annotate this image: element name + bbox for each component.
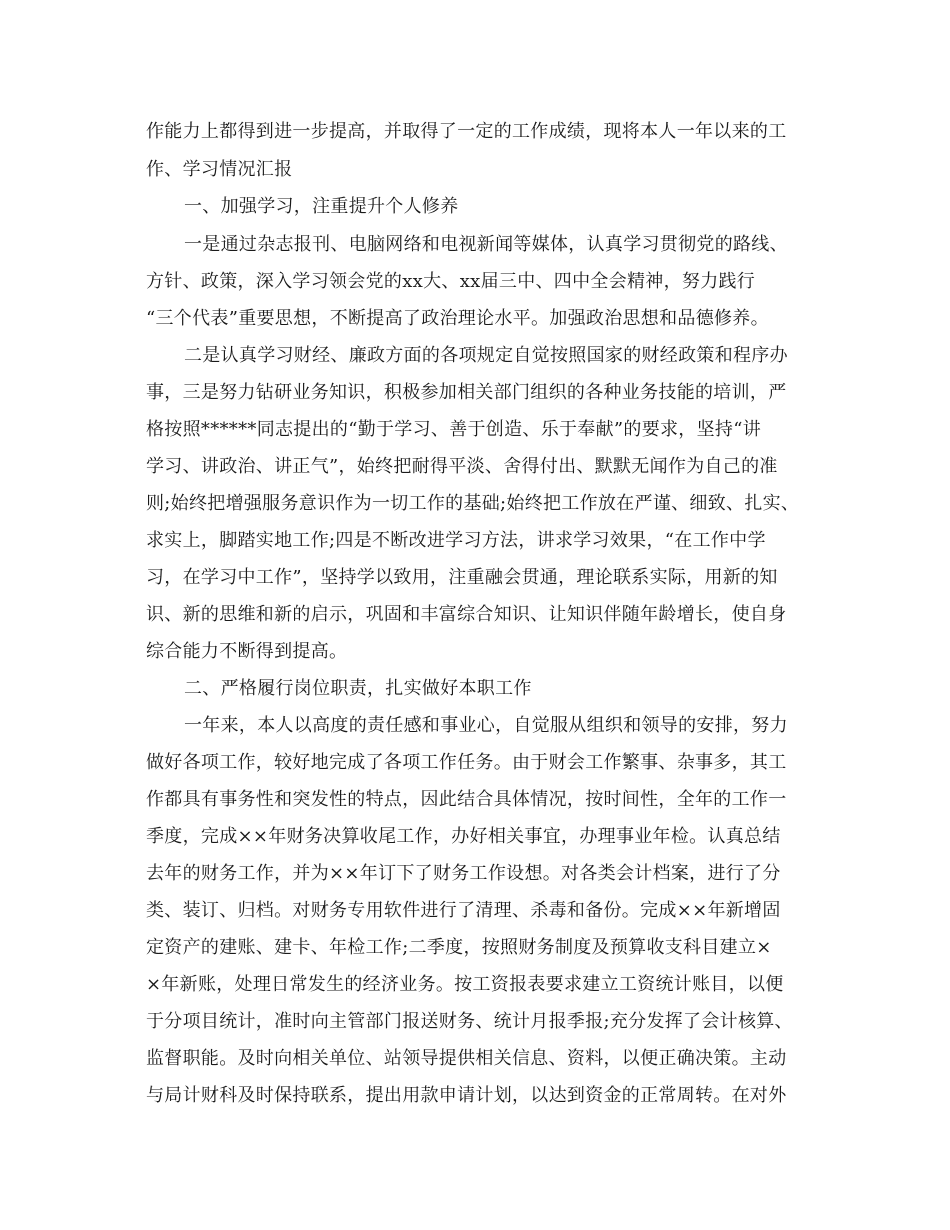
body-text-line: 一是通过杂志报刊、电脑网络和电视新闻等媒体，认真学习贯彻党的路线、 xyxy=(184,234,788,255)
body-text-line: “三个代表”重要思想，不断提高了政治理论水平。加强政治思想和品德修养。 xyxy=(146,308,769,329)
section-heading: 一、加强学习，注重提升个人修养 xyxy=(184,196,459,217)
body-text-line: 与局计财科及时保持联系，提出用款申请计划，以达到资金的正常周转。在对外 xyxy=(146,1085,787,1106)
section-heading: 二、严格履行岗位职责，扎实做好本职工作 xyxy=(184,678,532,699)
body-text-line: 作能力上都得到进一步提高，并取得了一定的工作成绩，现将本人一年以来的工 xyxy=(146,121,787,142)
body-text-line: 一年来，本人以高度的责任感和事业心，自觉服从组织和领导的安排，努力 xyxy=(184,715,788,736)
body-text-line: 二是认真学习财经、廉政方面的各项规定自觉按照国家的财经政策和程序办 xyxy=(184,345,788,366)
body-text-line: 格按照******同志提出的“勤于学习、善于创造、乐于奉献”的要求，坚持“讲 xyxy=(146,419,762,440)
body-text-line: 方针、政策，深入学习领会党的xx大、xx届三中、四中全会精神，努力践行 xyxy=(146,271,756,292)
body-text-line: ×年新账，处理日常发生的经济业务。按工资报表要求建立工资统计账目，以便 xyxy=(146,974,784,995)
body-text-line: 监督职能。及时向相关单位、站领导提供相关信息、资料，以便正确决策。主动 xyxy=(146,1048,787,1069)
body-text-line: 事，三是努力钻研业务知识，积极参加相关部门组织的各种业务技能的培训，严 xyxy=(146,382,787,403)
body-text-line: 求实上，脚踏实地工作;四是不断改进学习方法，讲求学习效果，“在工作中学 xyxy=(146,530,766,551)
body-text-line: 综合能力不断得到提高。 xyxy=(146,641,348,662)
body-text-line: 学习、讲政治、讲正气”，始终把耐得平淡、舍得付出、默默无闻作为自己的准 xyxy=(146,456,778,477)
body-text-line: 于分项目统计，准时向主管部门报送财务、统计月报季报;充分发挥了会计核算、 xyxy=(146,1011,793,1032)
body-text-line: 则;始终把增强服务意识作为一切工作的基础;始终把工作放在严谨、细致、扎实、 xyxy=(146,493,800,514)
body-text-line: 做好各项工作，较好地完成了各项工作任务。由于财会工作繁事、杂事多，其工 xyxy=(146,752,787,773)
body-text-line: 习，在学习中工作”，坚持学以致用，注重融会贯通，理论联系实际，用新的知 xyxy=(146,567,778,588)
body-text-line: 类、装订、归档。对财务专用软件进行了清理、杀毒和备份。完成××年新增固 xyxy=(146,900,781,921)
body-text-line: 去年的财务工作，并为××年订下了财务工作设想。对各类会计档案，进行了分 xyxy=(146,863,781,884)
body-text-line: 季度，完成××年财务决算收尾工作，办好相关事宜，办理事业年检。认真总结 xyxy=(146,826,781,847)
body-text-line: 识、新的思维和新的启示，巩固和丰富综合知识、让知识伴随年龄增长，使自身 xyxy=(146,604,787,625)
body-text-line: 定资产的建账、建卡、年检工作;二季度，按照财务制度及预算收支科目建立× xyxy=(146,937,772,958)
body-text-line: 作、学习情况汇报 xyxy=(146,159,293,180)
body-text-line: 作都具有事务性和突发性的特点，因此结合具体情况，按时间性，全年的工作一 xyxy=(146,789,787,810)
